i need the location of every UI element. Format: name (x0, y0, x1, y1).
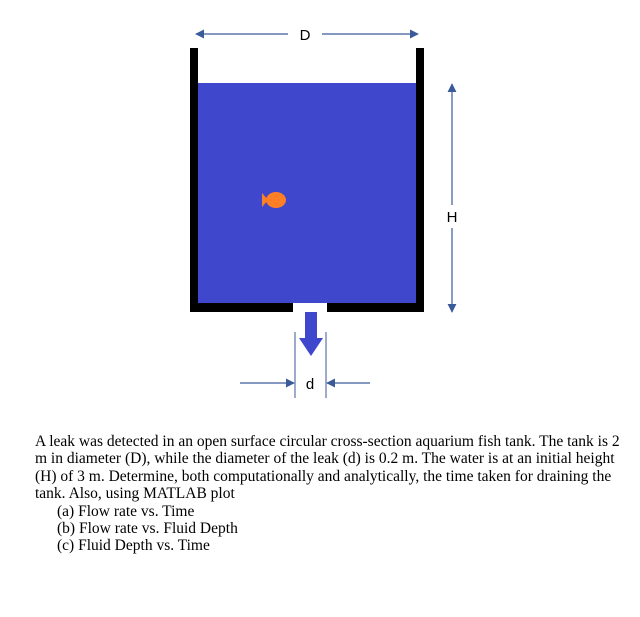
part-a: (a) Flow rate vs. Time (57, 502, 195, 520)
diameter-dimension (196, 27, 418, 44)
height-dimension (447, 84, 458, 312)
leak-diameter-label: d (305, 376, 315, 393)
part-b: (b) Flow rate vs. Fluid Depth (57, 520, 238, 538)
diameter-label: D (299, 27, 311, 44)
height-label: H (446, 209, 458, 226)
tank-bottom-right (327, 303, 424, 312)
water (198, 83, 416, 303)
tank-right-wall (416, 48, 424, 312)
problem-parts (35, 503, 625, 555)
problem-statement: A leak was detected in an open surface circular cross-section aquarium fish tank. The tank is 2 m in diameter (D), while the diameter of the leak (d) is 0.2 m. The water is at an initial height (H) of 3 m. Determine, both computationally and analytically, the time taken for draining the tank. Also, using MATLAB plot (35, 433, 620, 503)
part-c: (c) Fluid Depth vs. Time (57, 537, 210, 555)
problem-text (35, 433, 625, 555)
outflow-arrow-icon (299, 312, 323, 356)
tank-left-wall (190, 48, 198, 312)
tank-bottom-left (190, 303, 293, 312)
